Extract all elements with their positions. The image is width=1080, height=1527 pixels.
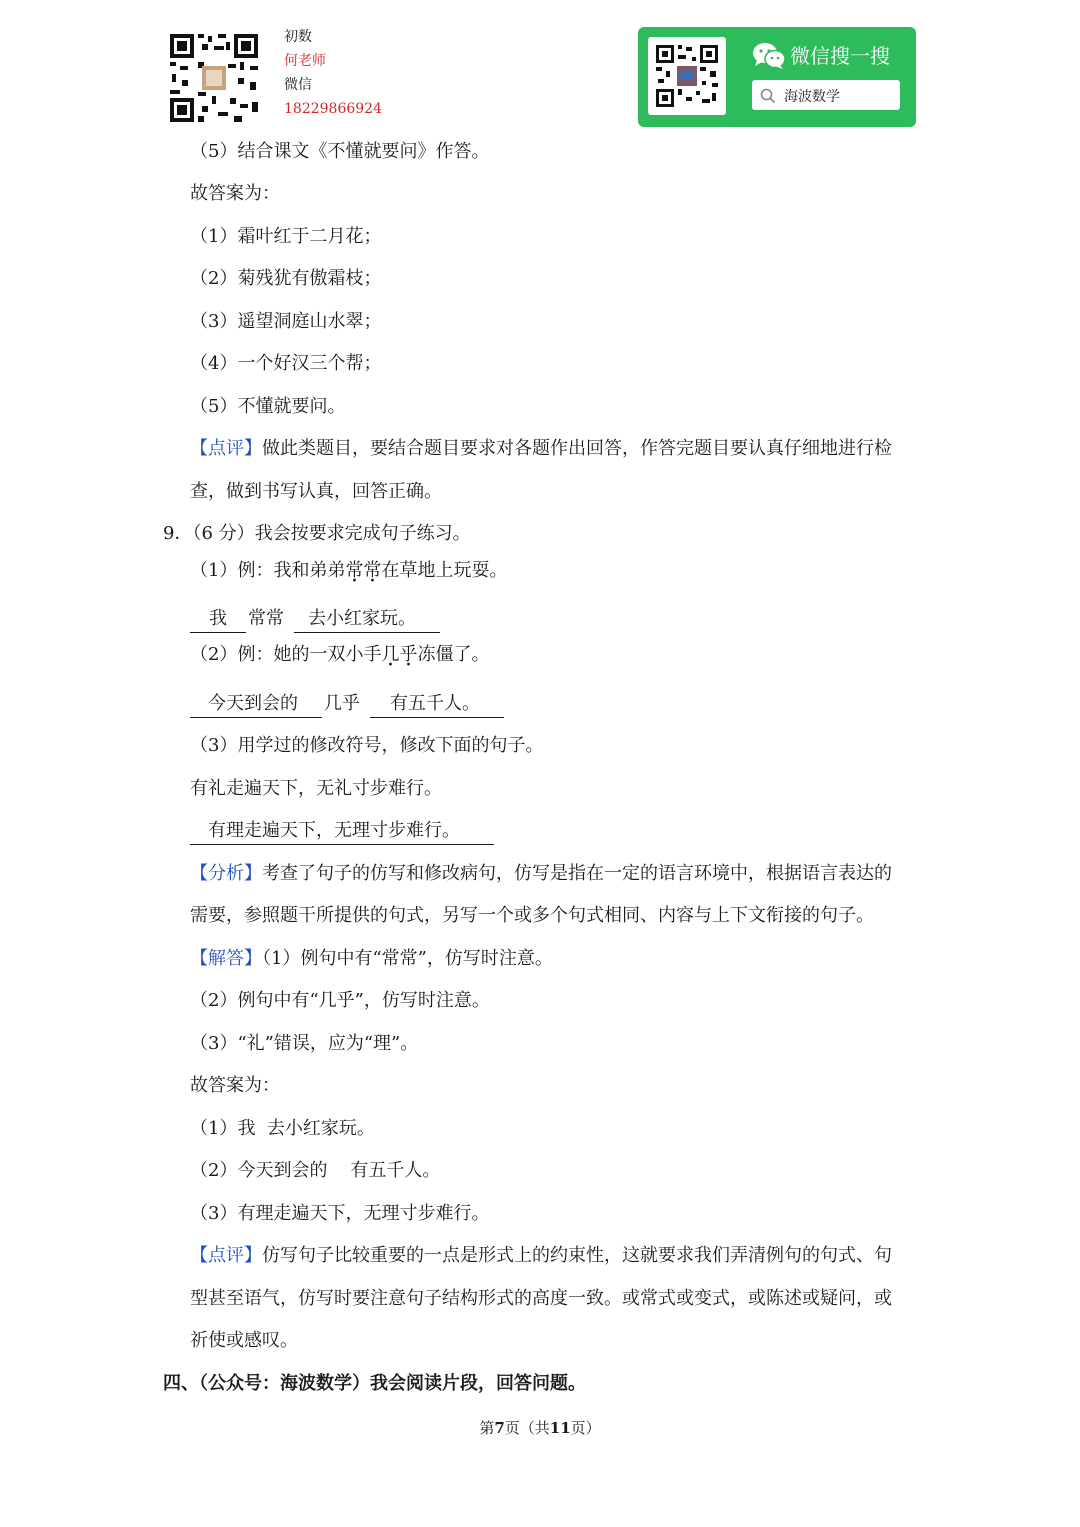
text-line: （2）例句中有“几乎”，仿写时注意。 (190, 990, 490, 1011)
page-footer (0, 1417, 1080, 1439)
example-2 (190, 643, 489, 667)
example-text: （2）例：她的一双小手 (190, 644, 382, 665)
example-text: 在草地上玩耍。 (381, 560, 508, 581)
example-text: 冻僵了。 (417, 644, 490, 665)
text-line: （3）“礼”错误，应为“理”。 (190, 1033, 419, 1054)
answer-blank (190, 819, 494, 845)
analysis-paragraph (190, 862, 892, 886)
answer-blank (294, 607, 440, 633)
analysis-tag: 【分析】 (190, 863, 262, 884)
qr-code-icon (168, 32, 260, 124)
answer-text: 有理走遍天下，无理寸步难行。 (208, 820, 460, 841)
answer-blank (190, 692, 322, 718)
text-line: （3）有理走遍天下，无理寸步难行。 (190, 1203, 490, 1224)
example-1 (190, 559, 507, 583)
search-icon (760, 88, 776, 104)
emphasis-char: 几 (381, 644, 400, 665)
section-4-heading: 四、（公众号：海波数学）我会阅读片段，回答问题。 (163, 1373, 586, 1394)
text-line: 需要，参照题干所提供的句式，另写一个或多个句式相同、内容与上下文衔接的句子。 (190, 905, 874, 926)
page-number: 7 (494, 1419, 505, 1437)
answer-text: 去小红家玩。 (308, 608, 416, 629)
comment-text: 做此类题目，要结合题目要求对各题作出回答，作答完题目要认真仔细地进行检 (262, 438, 892, 459)
solution-text: （1）例句中有“常常”，仿写时注意。 (262, 948, 553, 969)
qr-code-icon (648, 37, 726, 115)
question-9-title: 9．（6 分）我会按要求完成句子练习。 (163, 523, 471, 544)
comment-paragraph (190, 1244, 892, 1268)
comment-paragraph (190, 437, 892, 461)
text-line: （1）我 去小红家玩。 (190, 1118, 375, 1139)
text-line: （5）不懂就要问。 (190, 396, 346, 417)
text-line: 故答案为： (190, 1075, 280, 1096)
answer-text: 我 (209, 608, 227, 629)
text-line: （2）菊残犹有傲霜枝； (190, 268, 382, 289)
analysis-text: 考查了句子的仿写和修改病句，仿写是指在一定的语言环境中，根据语言表达的 (262, 863, 892, 884)
emphasis-char: 常 (363, 560, 382, 581)
footer-text: 页（共 (504, 1419, 550, 1437)
wechat-logo-icon (752, 42, 786, 70)
text-line: （1）霜叶红于二月花； (190, 226, 382, 247)
emphasis-char: 乎 (399, 644, 418, 665)
answer-blank (370, 692, 504, 718)
text-line: （4）一个好汉三个帮； (190, 353, 382, 374)
answer-text: 今天到会的 (208, 693, 298, 714)
comment-text: 仿写句子比较重要的一点是形式上的约束性，这就要求我们弄清例句的句式、句 (262, 1245, 892, 1266)
comment-tag: 【点评】 (190, 438, 262, 459)
answer-1 (190, 607, 440, 633)
footer-text: 第 (479, 1419, 495, 1437)
contact-line-2: 何老师 (284, 53, 326, 69)
text-line: 有礼走遍天下，无礼寸步难行。 (190, 778, 442, 799)
answer-blank (190, 607, 246, 633)
text-line: 型甚至语气，仿写时要注意句子结构形式的高度一致。或常式或变式，或陈述或疑问，或 (190, 1288, 892, 1309)
footer-text: 页） (570, 1419, 601, 1437)
answer-text: 有五千人。 (390, 693, 480, 714)
text-line: （5）结合课文《不懂就要问》作答。 (190, 141, 490, 162)
wechat-search-text: 海波数学 (784, 89, 840, 105)
contact-line-1: 初数 (284, 29, 312, 45)
emphasis-char: 常 (345, 560, 364, 581)
solution-paragraph (190, 947, 553, 971)
contact-line-3: 微信 (284, 77, 312, 93)
answer-3 (190, 819, 494, 845)
page-total: 11 (549, 1419, 571, 1437)
example-text: （1）例：我和弟弟 (190, 560, 346, 581)
solution-tag: 【解答】 (190, 948, 262, 969)
text-line: （3）用学过的修改符号，修改下面的句子。 (190, 735, 544, 756)
header-qr-code (168, 32, 260, 124)
contact-phone: 18229866924 (284, 101, 382, 117)
text-line: 故答案为： (190, 183, 280, 204)
text-line: 祈使或感叹。 (190, 1330, 298, 1351)
wechat-qr-code (648, 37, 726, 115)
text-line: （3）遥望洞庭山水翠； (190, 311, 382, 332)
comment-tag: 【点评】 (190, 1245, 262, 1266)
answer-2 (190, 692, 504, 718)
wechat-search-title: 微信搜一搜 (790, 44, 890, 68)
text-line: （2）今天到会的 有五千人。 (190, 1160, 441, 1181)
answer-text: 常常 (248, 608, 284, 629)
text-line: 查，做到书写认真，回答正确。 (190, 481, 442, 502)
answer-text: 几乎 (324, 693, 360, 714)
